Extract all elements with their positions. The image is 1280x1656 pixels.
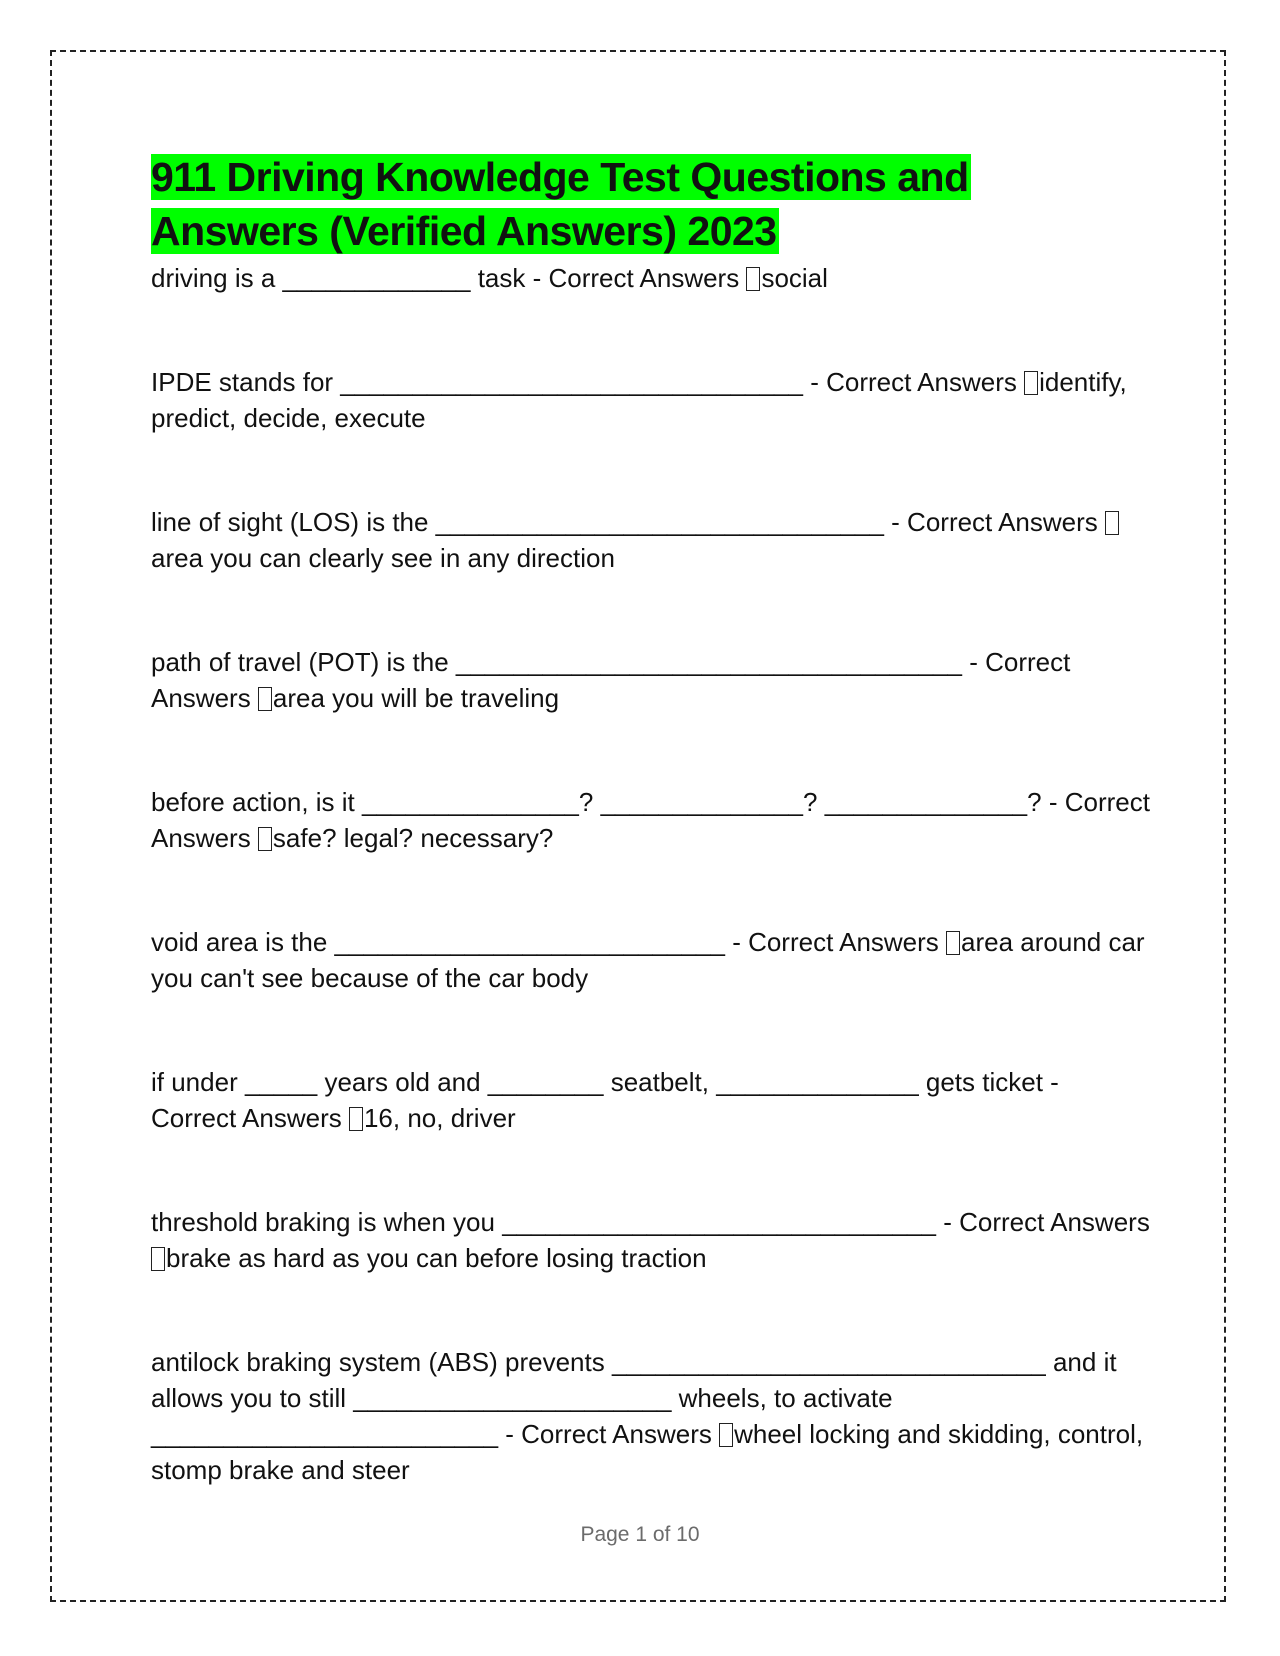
question-item xyxy=(151,1064,1151,1136)
question-text: IPDE stands for ________________________________ - Correct Answers xyxy=(151,367,1025,397)
question-text: void area is the ___________________________ - Correct Answers xyxy=(151,927,947,957)
checkbox-glyph-icon xyxy=(746,267,760,291)
question-text: threshold braking is when you ______________________________ - Correct Answers xyxy=(151,1207,1150,1237)
question-item xyxy=(151,784,1151,856)
question-item xyxy=(151,1204,1151,1276)
checkbox-glyph-icon xyxy=(1105,511,1119,535)
checkbox-glyph-icon xyxy=(1024,371,1038,395)
question-item xyxy=(151,504,1151,576)
question-item xyxy=(151,644,1151,716)
question-list xyxy=(151,260,1151,1488)
question-item xyxy=(151,1344,1151,1488)
answer-text: identify, predict, decide, execute xyxy=(151,367,1127,433)
answer-text: area around car you can't see because of the car body xyxy=(151,927,1145,993)
answer-text: social xyxy=(761,263,828,293)
question-text: if under _____ years old and ________ seatbelt, ______________ gets ticket - Correct Answers xyxy=(151,1067,1059,1133)
question-text: before action, is it _______________? ______________? ______________? - Correct Answers xyxy=(151,787,1150,853)
question-text: antilock braking system (ABS) prevents ______________________________ and it allows you to still ______________________ wheels, to activate ________________________ - Correct Answers xyxy=(151,1347,1117,1449)
title-line-1: 911 Driving Knowledge Test Questions and xyxy=(151,154,969,200)
checkbox-glyph-icon xyxy=(719,1423,733,1447)
question-text: path of travel (POT) is the ___________________________________ - Correct Answers xyxy=(151,647,1071,713)
answer-text: brake as hard as you can before losing traction xyxy=(166,1243,707,1273)
page-number-footer: Page 1 of 10 xyxy=(580,1523,700,1546)
document-title xyxy=(151,150,1151,258)
checkbox-glyph-icon xyxy=(946,931,960,955)
document-body xyxy=(151,150,1151,1556)
checkbox-glyph-icon xyxy=(258,687,272,711)
checkbox-glyph-icon xyxy=(349,1107,363,1131)
question-text: line of sight (LOS) is the _______________________________ - Correct Answers xyxy=(151,507,1105,537)
question-item xyxy=(151,924,1151,996)
answer-text: area you will be traveling xyxy=(272,683,560,713)
answer-text: wheel locking and skidding, control, stomp brake and steer xyxy=(151,1419,1144,1485)
answer-text: safe? legal? necessary? xyxy=(272,823,554,853)
question-item xyxy=(151,260,1151,296)
title-line-2: Answers (Verified Answers) 2023 xyxy=(151,208,777,254)
question-text: driving is a _____________ task - Correct Answers xyxy=(151,263,747,293)
checkbox-glyph-icon xyxy=(151,1247,165,1271)
answer-text: area you can clearly see in any direction xyxy=(151,543,615,573)
checkbox-glyph-icon xyxy=(258,827,272,851)
question-item xyxy=(151,364,1151,436)
answer-text: 16, no, driver xyxy=(363,1103,516,1133)
